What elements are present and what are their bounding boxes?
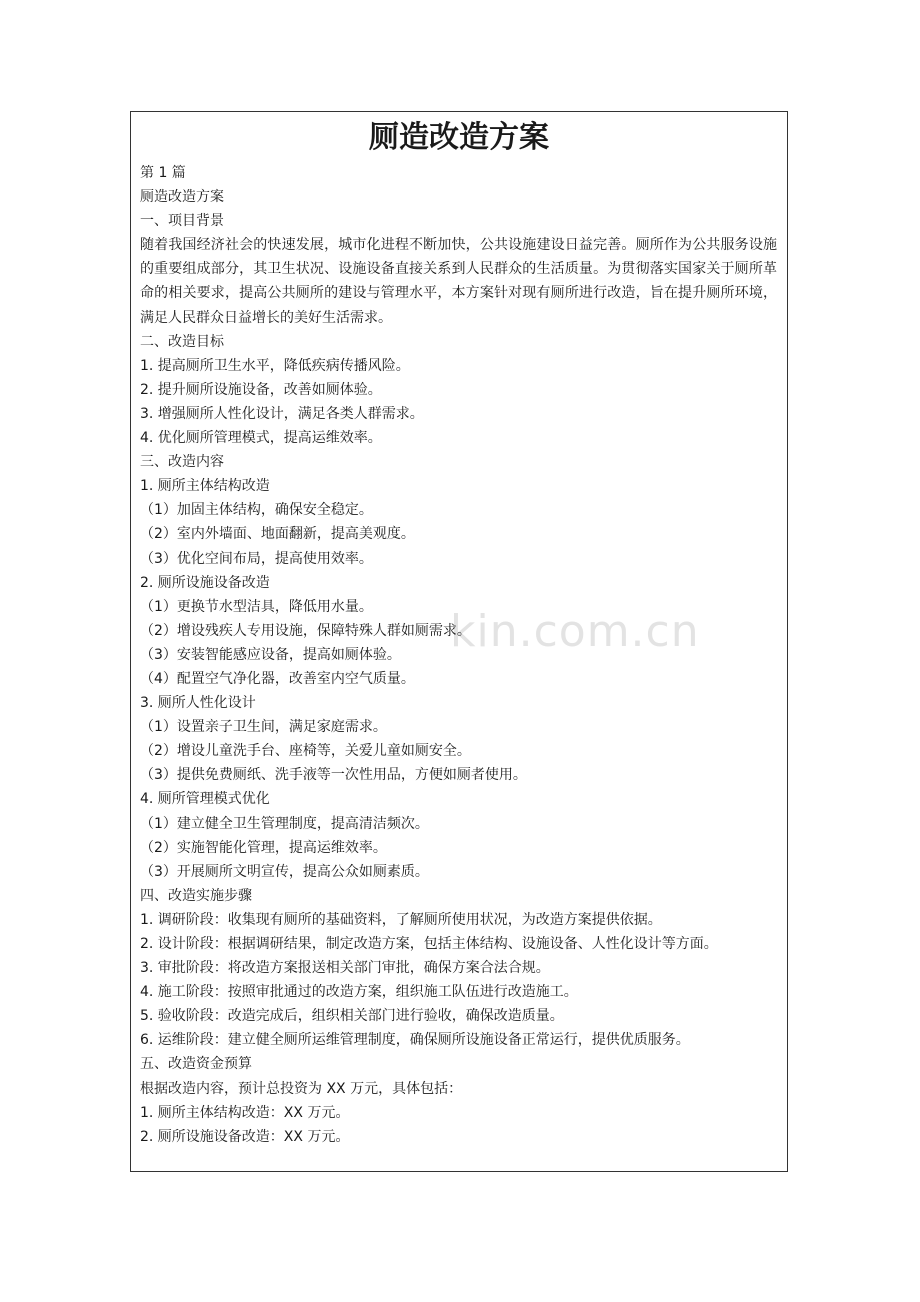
budget-item: 1. 厕所主体结构改造：XX 万元。 <box>140 1104 350 1121</box>
paragraph-background: 随着我国经济社会的快速发展，城市化进程不断加快，公共设施建设日益完善。厕所作为公共服务设施的重要组成部分，其卫生状况、设施设备直接关系到人民群众的生活质量。为贯彻落实国家关于厕所革命的相关要求，提高公共厕所的建设与管理水平，本方案针对现有厕所进行改造，旨在提升厕所环境，满足人民群众日益增长的美好生活需求。 <box>140 237 777 326</box>
goal-item: 2. 提升厕所设施设备，改善如厕体验。 <box>140 381 382 398</box>
heading-background: 一、项目背景 <box>140 213 224 230</box>
heading-content: 三、改造内容 <box>140 454 224 471</box>
step-item: 4. 施工阶段：按照审批通过的改造方案，组织施工队伍进行改造施工。 <box>140 984 578 1001</box>
budget-item: 2. 厕所设施设备改造：XX 万元。 <box>140 1128 350 1145</box>
sub-title: 厕造改造方案 <box>140 189 224 206</box>
content-subheading: 2. 厕所设施设备改造 <box>140 574 270 591</box>
document-frame <box>130 111 788 1172</box>
page-title: 厕造改造方案 <box>369 120 549 155</box>
step-item: 1. 调研阶段：收集现有厕所的基础资料，了解厕所使用状况，为改造方案提供依据。 <box>140 911 662 928</box>
goal-item: 3. 增强厕所人性化设计，满足各类人群需求。 <box>140 405 424 422</box>
document-body <box>140 161 777 1149</box>
budget-intro: 根据改造内容，预计总投资为 XX 万元，具体包括： <box>140 1080 463 1097</box>
content-item: （4）配置空气净化器，改善室内空气质量。 <box>140 670 415 687</box>
content-item: （3）优化空间布局，提高使用效率。 <box>140 550 373 567</box>
step-item: 5. 验收阶段：改造完成后，组织相关部门进行验收，确保改造质量。 <box>140 1008 564 1025</box>
heading-goals: 二、改造目标 <box>140 333 224 350</box>
section-label: 第 1 篇 <box>140 165 186 181</box>
step-item: 3. 审批阶段：将改造方案报送相关部门审批，确保方案合法合规。 <box>140 960 550 977</box>
heading-budget: 五、改造资金预算 <box>140 1056 252 1073</box>
step-item: 2. 设计阶段：根据调研结果，制定改造方案，包括主体结构、设施设备、人性化设计等方面。 <box>140 936 718 952</box>
content-item: （3）安装智能感应设备，提高如厕体验。 <box>140 646 401 663</box>
content-subheading: 3. 厕所人性化设计 <box>140 695 256 712</box>
heading-steps: 四、改造实施步骤 <box>140 887 252 904</box>
goal-item: 1. 提高厕所卫生水平，降低疾病传播风险。 <box>140 357 410 374</box>
content-subheading: 1. 厕所主体结构改造 <box>140 478 270 495</box>
content-item: （1）更换节水型洁具，降低用水量。 <box>140 598 373 615</box>
content-item: （2）增设残疾人专用设施，保障特殊人群如厕需求。 <box>140 622 471 639</box>
content-item: （2）增设儿童洗手台、座椅等，关爱儿童如厕安全。 <box>140 743 471 760</box>
content-item: （1）建立健全卫生管理制度，提高清洁频次。 <box>140 815 429 832</box>
step-item: 6. 运维阶段：建立健全厕所运维管理制度，确保厕所设施设备正常运行，提供优质服务。 <box>140 1032 690 1049</box>
content-item: （2）室内外墙面、地面翻新，提高美观度。 <box>140 526 415 543</box>
content-item: （3）提供免费厕纸、洗手液等一次性用品，方便如厕者使用。 <box>140 767 527 784</box>
content-item: （1）加固主体结构，确保安全稳定。 <box>140 502 373 519</box>
content-item: （1）设置亲子卫生间，满足家庭需求。 <box>140 719 387 736</box>
content-item: （2）实施智能化管理，提高运维效率。 <box>140 839 387 856</box>
goal-item: 4. 优化厕所管理模式，提高运维效率。 <box>140 430 382 447</box>
content-item: （3）开展厕所文明宣传，提高公众如厕素质。 <box>140 863 429 880</box>
watermark: kin.com.cn <box>450 606 700 657</box>
content-subheading: 4. 厕所管理模式优化 <box>140 791 270 808</box>
